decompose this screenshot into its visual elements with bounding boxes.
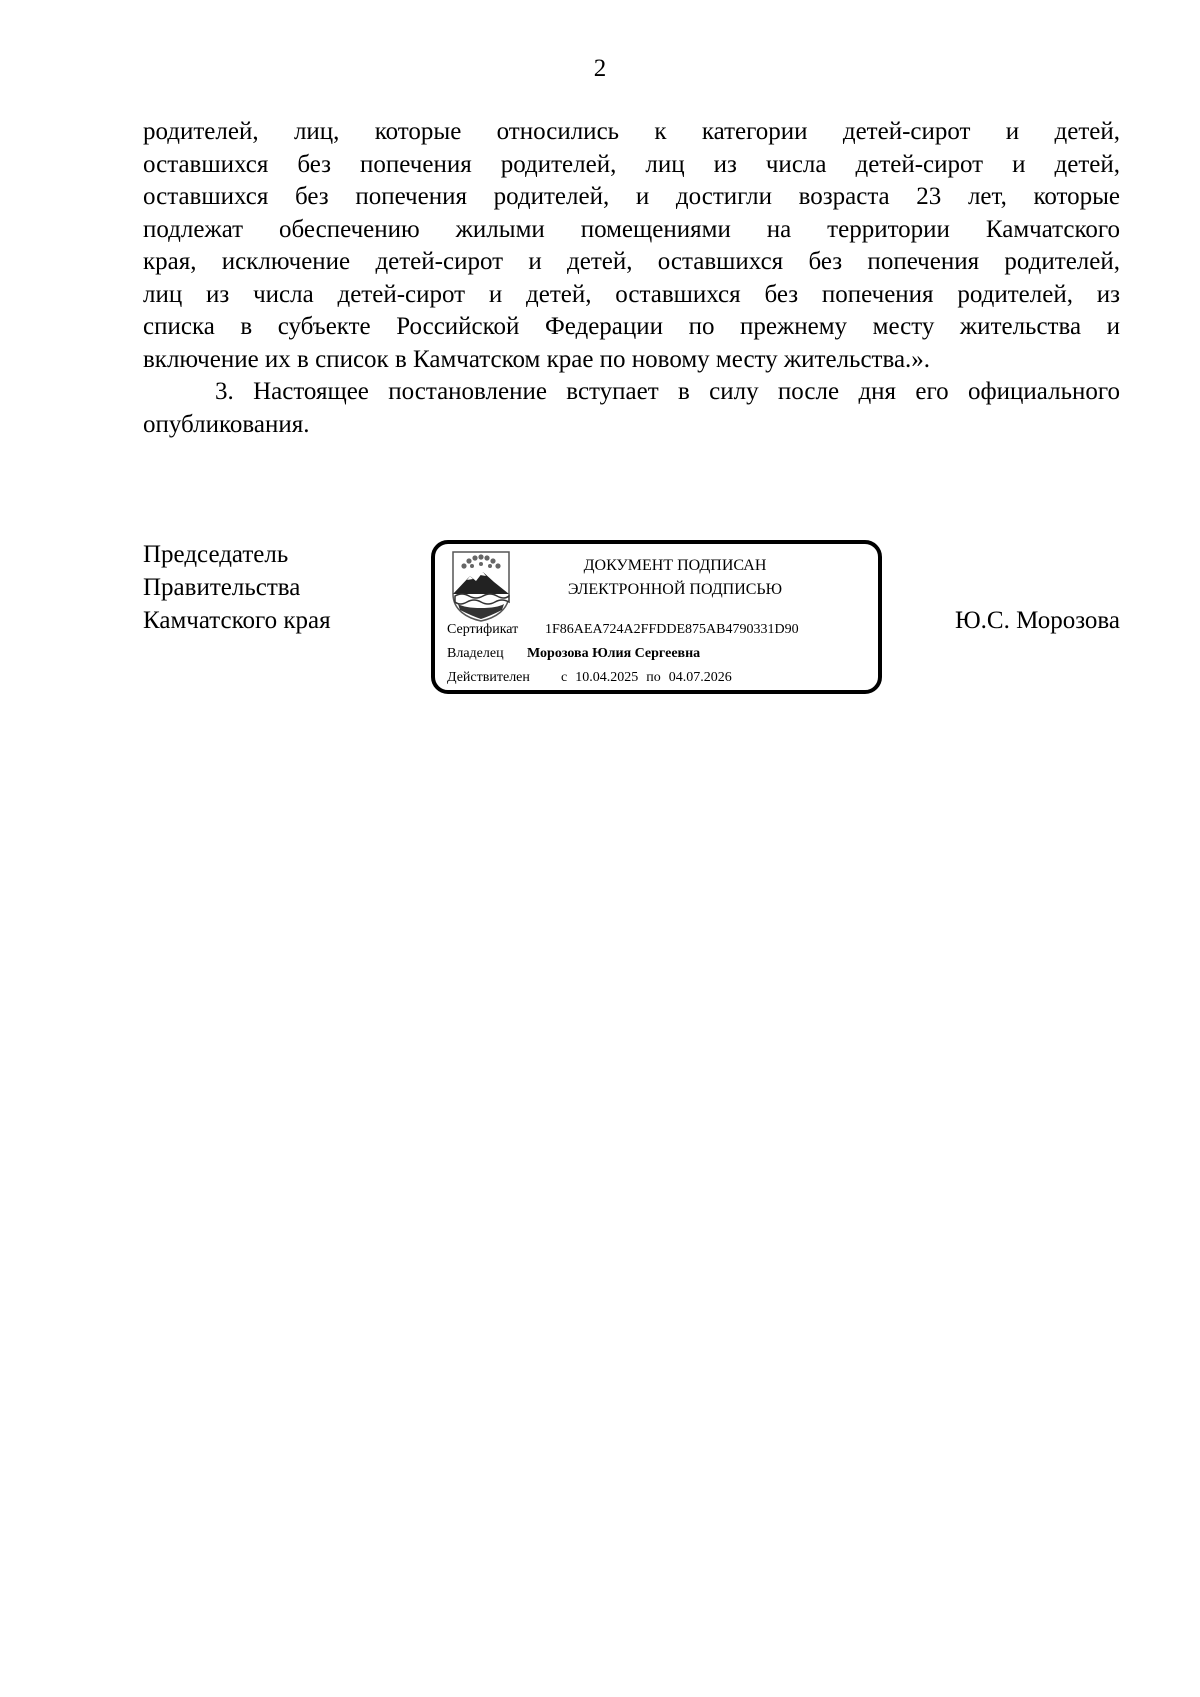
- stamp-owner-row: [447, 645, 700, 663]
- text-line: оставшихся без попечения родителей, и достигли возраста 23 лет, которые: [143, 183, 1120, 210]
- signer-position: [143, 538, 331, 637]
- text-line: опубликования.: [143, 410, 310, 438]
- stamp-validity-row: [447, 669, 732, 687]
- certificate-value: 1F86AEA724A2FFDDE875AB4790331D90: [545, 622, 799, 637]
- text-line: оставшихся без попечения родителей, лиц из числа детей-сирот и детей,: [143, 150, 1120, 178]
- stamp-title-line: ДОКУМЕНТ ПОДПИСАН: [583, 557, 767, 574]
- text-line: края, исключение детей-сирот и детей, оставшихся без попечения родителей,: [143, 248, 1120, 275]
- signer-position-line: Камчатского края: [143, 607, 331, 634]
- paragraph-item-3: [143, 376, 1120, 441]
- signer-position-line: Правительства: [143, 574, 301, 601]
- valid-to-prefix: по: [646, 670, 661, 685]
- owner-value: Морозова Юлия Сергеевна: [527, 646, 701, 661]
- certificate-label: Сертификат: [447, 622, 519, 637]
- signer-name: Ю.С. Морозова: [954, 607, 1120, 634]
- valid-from-prefix: с: [561, 670, 568, 685]
- document-body: [143, 116, 1120, 441]
- text-line: подлежат обеспечению жилыми помещениями на территории Камчатского: [143, 215, 1120, 243]
- stamp-certificate-row: [447, 621, 799, 639]
- signer-position-line: Председатель: [143, 541, 289, 568]
- stamp-title-line: ЭЛЕКТРОННОЙ ПОДПИСЬЮ: [567, 581, 783, 598]
- text-line: родителей, лиц, которые относились к категории детей-сирот и детей,: [143, 118, 1120, 145]
- page-number: 2: [593, 55, 607, 82]
- text-line: списка в субъекте Российской Федерации по прежнему месту жительства и: [143, 313, 1120, 340]
- paragraph-continuation: [143, 116, 1120, 376]
- kamchatka-coat-of-arms-icon: [450, 550, 512, 622]
- valid-to-date: 04.07.2026: [668, 670, 732, 685]
- electronic-signature-stamp: [431, 540, 882, 694]
- valid-label: Действителен: [447, 670, 530, 685]
- stamp-title: [545, 554, 805, 602]
- text-line: включение их в список в Камчатском крае по новому месту жительства.».: [143, 345, 931, 373]
- valid-from-date: 10.04.2025: [575, 670, 639, 685]
- text-line: 3. Настоящее постановление вступает в силу после дня его официального: [215, 378, 1120, 405]
- text-line: лиц из числа детей-сирот и детей, оставшихся без попечения родителей, из: [143, 280, 1120, 308]
- owner-label: Владелец: [447, 646, 504, 661]
